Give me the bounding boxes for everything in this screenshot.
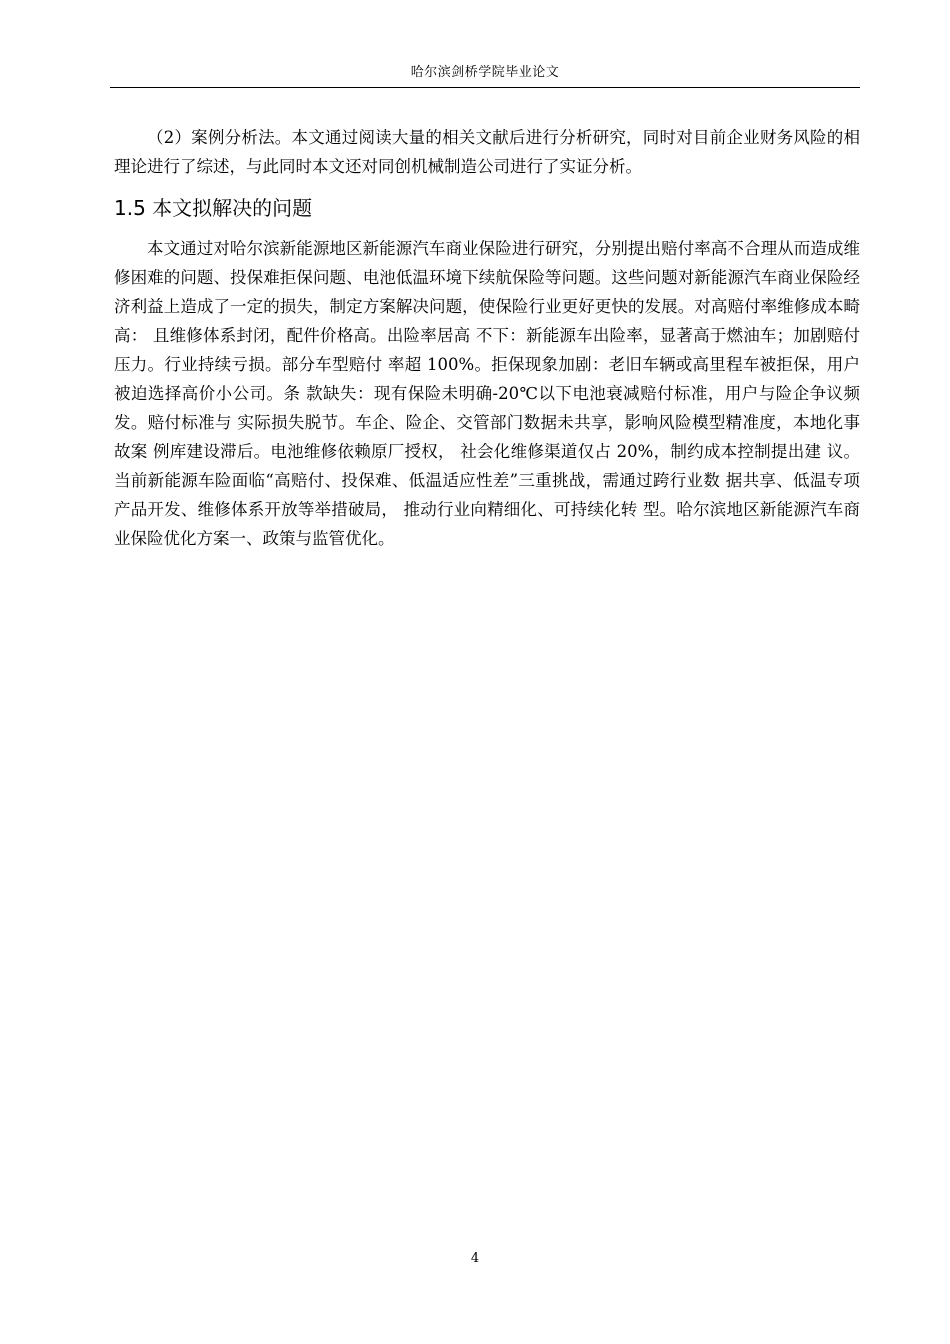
- section-heading: 1.5 本文拟解决的问题: [114, 196, 313, 220]
- header-divider: [110, 87, 860, 88]
- paragraph-problems: 本文通过对哈尔滨新能源地区新能源汽车商业保险进行研究，分别提出赔付率高不合理从而造成维修困难的问题、投保难拒保问题、电池低温环境下续航保险等问题。这些问题对新能源汽车商业保险经济利益上造成了一定的损失，制定方案解决问题，使保险行业更好更快的发展。对高赔付率维修成本畸高： 且维修体系封闭，配件价格高。出险率居高 不下：新能源车出险率，显著高于燃油车；加剧赔付压力。行业持续亏损。部分车型赔付 率超 100%。拒保现象加剧：老旧车辆或高里程车被拒保，用户被迫选择高价小公司。条 款缺失：现有保险未明确-20℃以下电池衰减赔付标准，用户与险企争议频发。赔付标准与 实际损失脱节。车企、险企、交管部门数据未共享，影响风险模型精准度，本地化事故案 例库建设滞后。电池维修依赖原厂授权， 社会化维修渠道仅占 20%，制约成本控制提出建 议。当前新能源车险面临“高赔付、投保难、低温适应性差”三重挑战，需通过跨行业数 据共享、低温专项产品开发、维修体系开放等举措破局， 推动行业向精细化、可持续化转 型。哈尔滨地区新能源汽车商业保险优化方案一、政策与监管优化。: [114, 239, 860, 548]
- running-header: 哈尔滨剑桥学院毕业论文: [410, 65, 560, 80]
- paragraph-case-analysis: （2）案例分析法。本文通过阅读大量的相关文献后进行分析研究，同时对目前企业财务风险的相理论进行了综述，与此同时本文还对同创机械制造公司进行了实证分析。: [114, 128, 860, 176]
- page-number: 4: [470, 1251, 480, 1266]
